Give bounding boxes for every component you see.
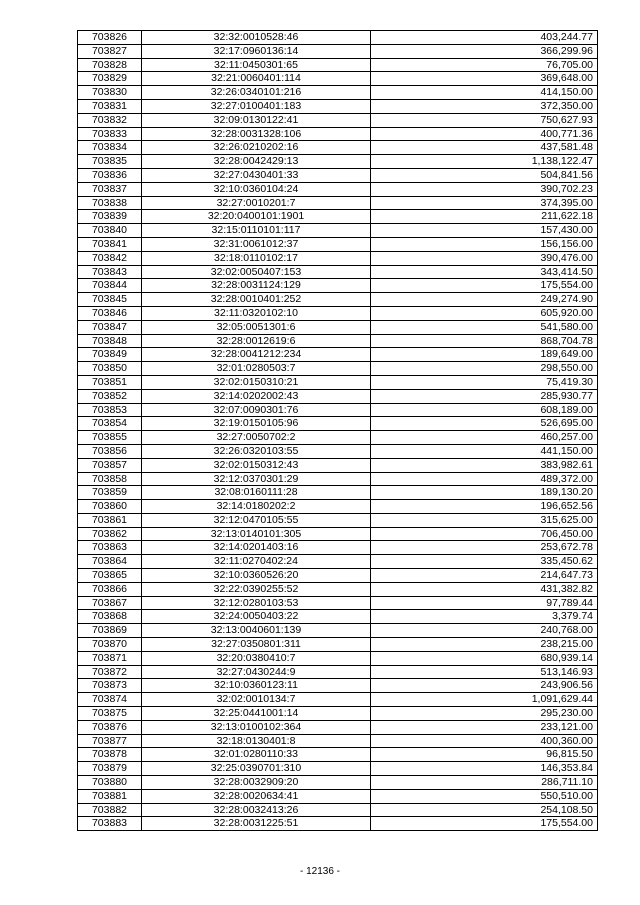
table-row [78, 665, 598, 679]
cadastral-number-cell: 32:14:0202002:43 [142, 389, 371, 403]
row-id-cell: 703883 [78, 817, 142, 831]
cadastral-number-cell: 32:25:0390701:310 [142, 762, 371, 776]
row-id-cell: 703831 [78, 99, 142, 113]
amount-cell: 189,130.20 [371, 486, 598, 500]
cadastral-number-cell: 32:27:0350801:311 [142, 638, 371, 652]
table-row [78, 348, 598, 362]
row-id-cell: 703860 [78, 500, 142, 514]
cadastral-number-cell: 32:07:0090301:76 [142, 403, 371, 417]
amount-cell: 868,704.78 [371, 334, 598, 348]
amount-cell: 249,274.90 [371, 293, 598, 307]
row-id-cell: 703870 [78, 638, 142, 652]
row-id-cell: 703850 [78, 362, 142, 376]
row-id-cell: 703880 [78, 776, 142, 790]
cadastral-number-cell: 32:17:0960136:14 [142, 44, 371, 58]
cadastral-number-cell: 32:28:0032909:20 [142, 776, 371, 790]
cadastral-number-cell: 32:27:0100401:183 [142, 99, 371, 113]
table-row [78, 513, 598, 527]
cadastral-number-cell: 32:26:0320103:55 [142, 444, 371, 458]
cadastral-number-cell: 32:28:0031225:51 [142, 817, 371, 831]
row-id-cell: 703835 [78, 155, 142, 169]
row-id-cell: 703882 [78, 803, 142, 817]
amount-cell: 253,672.78 [371, 541, 598, 555]
table-row [78, 113, 598, 127]
amount-cell: 1,138,122.47 [371, 155, 598, 169]
table-row [78, 168, 598, 182]
table-row [78, 527, 598, 541]
table-row [78, 679, 598, 693]
row-id-cell: 703838 [78, 196, 142, 210]
cadastral-number-cell: 32:10:0360526:20 [142, 569, 371, 583]
amount-cell: 383,982.61 [371, 458, 598, 472]
table-row [78, 569, 598, 583]
cadastral-number-cell: 32:28:0041212:234 [142, 348, 371, 362]
cadastral-number-cell: 32:09:0130122:41 [142, 113, 371, 127]
table-row [78, 472, 598, 486]
row-id-cell: 703826 [78, 31, 142, 45]
cadastral-number-cell: 32:28:0012619:6 [142, 334, 371, 348]
table-row [78, 389, 598, 403]
row-id-cell: 703867 [78, 596, 142, 610]
row-id-cell: 703843 [78, 265, 142, 279]
row-id-cell: 703874 [78, 693, 142, 707]
row-id-cell: 703879 [78, 762, 142, 776]
amount-cell: 285,930.77 [371, 389, 598, 403]
table-row [78, 707, 598, 721]
amount-cell: 196,652.56 [371, 500, 598, 514]
amount-cell: 374,395.00 [371, 196, 598, 210]
cadastral-number-cell: 32:28:0042429:13 [142, 155, 371, 169]
row-id-cell: 703846 [78, 306, 142, 320]
table-row [78, 31, 598, 45]
table-row [78, 638, 598, 652]
table-body [78, 31, 598, 831]
cadastral-number-cell: 32:13:0140101:305 [142, 527, 371, 541]
amount-cell: 400,360.00 [371, 734, 598, 748]
amount-cell: 372,350.00 [371, 99, 598, 113]
table-row [78, 624, 598, 638]
amount-cell: 706,450.00 [371, 527, 598, 541]
table-row [78, 762, 598, 776]
row-id-cell: 703834 [78, 141, 142, 155]
row-id-cell: 703877 [78, 734, 142, 748]
cadastral-number-cell: 32:32:0010528:46 [142, 31, 371, 45]
table-row [78, 748, 598, 762]
table-row [78, 693, 598, 707]
table-row [78, 279, 598, 293]
cadastral-number-cell: 32:26:0340101:216 [142, 86, 371, 100]
amount-cell: 390,702.23 [371, 182, 598, 196]
table-row [78, 789, 598, 803]
page-number: - 12136 - [299, 866, 341, 877]
row-id-cell: 703847 [78, 320, 142, 334]
cadastral-number-cell: 32:27:0430401:33 [142, 168, 371, 182]
amount-cell: 156,156.00 [371, 237, 598, 251]
cadastral-number-cell: 32:22:0390255:52 [142, 582, 371, 596]
amount-cell: 403,244.77 [371, 31, 598, 45]
cadastral-number-cell: 32:26:0210202:16 [142, 141, 371, 155]
cadastral-number-cell: 32:05:0051301:6 [142, 320, 371, 334]
cadastral-number-cell: 32:27:0010201:7 [142, 196, 371, 210]
row-id-cell: 703830 [78, 86, 142, 100]
table-row [78, 375, 598, 389]
cadastral-number-cell: 32:18:0110102:17 [142, 251, 371, 265]
cadastral-number-cell: 32:11:0320102:10 [142, 306, 371, 320]
cadastral-number-cell: 32:12:0370301:29 [142, 472, 371, 486]
amount-cell: 254,108.50 [371, 803, 598, 817]
row-id-cell: 703842 [78, 251, 142, 265]
table-row [78, 776, 598, 790]
cadastral-number-cell: 32:08:0160111:28 [142, 486, 371, 500]
table-row [78, 651, 598, 665]
cadastral-number-cell: 32:12:0470105:55 [142, 513, 371, 527]
table-row [78, 500, 598, 514]
cadastral-number-cell: 32:10:0360104:24 [142, 182, 371, 196]
table-row [78, 182, 598, 196]
cadastral-number-cell: 32:25:0441001:14 [142, 707, 371, 721]
cadastral-number-cell: 32:18:0130401:8 [142, 734, 371, 748]
row-id-cell: 703840 [78, 224, 142, 238]
row-id-cell: 703873 [78, 679, 142, 693]
table-row [78, 265, 598, 279]
cadastral-number-cell: 32:01:0280110:33 [142, 748, 371, 762]
row-id-cell: 703829 [78, 72, 142, 86]
amount-cell: 315,625.00 [371, 513, 598, 527]
cadastral-number-cell: 32:02:0150312:43 [142, 458, 371, 472]
cadastral-number-cell: 32:27:0430244:9 [142, 665, 371, 679]
table-row [78, 720, 598, 734]
row-id-cell: 703881 [78, 789, 142, 803]
amount-cell: 76,705.00 [371, 58, 598, 72]
row-id-cell: 703862 [78, 527, 142, 541]
amount-cell: 605,920.00 [371, 306, 598, 320]
row-id-cell: 703861 [78, 513, 142, 527]
row-id-cell: 703839 [78, 210, 142, 224]
amount-cell: 175,554.00 [371, 279, 598, 293]
amount-cell: 295,230.00 [371, 707, 598, 721]
table-row [78, 99, 598, 113]
table-row [78, 803, 598, 817]
row-id-cell: 703837 [78, 182, 142, 196]
amount-cell: 214,647.73 [371, 569, 598, 583]
amount-cell: 238,215.00 [371, 638, 598, 652]
table-row [78, 58, 598, 72]
cadastral-number-cell: 32:11:0270402:24 [142, 555, 371, 569]
cadastral-number-cell: 32:02:0050407:153 [142, 265, 371, 279]
row-id-cell: 703872 [78, 665, 142, 679]
amount-cell: 343,414.50 [371, 265, 598, 279]
cadastral-number-cell: 32:01:0280503:7 [142, 362, 371, 376]
table-row [78, 293, 598, 307]
cadastral-number-cell: 32:28:0031328:106 [142, 127, 371, 141]
cadastral-number-cell: 32:15:0110101:117 [142, 224, 371, 238]
row-id-cell: 703849 [78, 348, 142, 362]
row-id-cell: 703857 [78, 458, 142, 472]
amount-cell: 437,581.48 [371, 141, 598, 155]
row-id-cell: 703856 [78, 444, 142, 458]
amount-cell: 431,382.82 [371, 582, 598, 596]
amount-cell: 3,379.74 [371, 610, 598, 624]
cadastral-number-cell: 32:10:0360123:11 [142, 679, 371, 693]
row-id-cell: 703865 [78, 569, 142, 583]
row-id-cell: 703876 [78, 720, 142, 734]
amount-cell: 608,189.00 [371, 403, 598, 417]
table-row [78, 596, 598, 610]
amount-cell: 489,372.00 [371, 472, 598, 486]
table-row [78, 417, 598, 431]
cadastral-number-cell: 32:21:0060401:114 [142, 72, 371, 86]
table-row [78, 44, 598, 58]
amount-cell: 680,939.14 [371, 651, 598, 665]
row-id-cell: 703851 [78, 375, 142, 389]
table-row [78, 817, 598, 831]
amount-cell: 460,257.00 [371, 431, 598, 445]
table-row [78, 251, 598, 265]
row-id-cell: 703836 [78, 168, 142, 182]
amount-cell: 243,906.56 [371, 679, 598, 693]
amount-cell: 750,627.93 [371, 113, 598, 127]
amount-cell: 157,430.00 [371, 224, 598, 238]
table-row [78, 582, 598, 596]
cadastral-number-cell: 32:13:0100102:364 [142, 720, 371, 734]
cadastral-number-cell: 32:19:0150105:96 [142, 417, 371, 431]
table-row [78, 486, 598, 500]
table-row [78, 224, 598, 238]
table-row [78, 86, 598, 100]
row-id-cell: 703827 [78, 44, 142, 58]
amount-cell: 504,841.56 [371, 168, 598, 182]
cadastral-number-cell: 32:02:0010134:7 [142, 693, 371, 707]
cadastral-number-cell: 32:02:0150310:21 [142, 375, 371, 389]
table-row [78, 334, 598, 348]
amount-cell: 414,150.00 [371, 86, 598, 100]
cadastral-number-cell: 32:31:0061012:37 [142, 237, 371, 251]
cadastral-number-cell: 32:12:0280103:53 [142, 596, 371, 610]
row-id-cell: 703833 [78, 127, 142, 141]
table-row [78, 555, 598, 569]
amount-cell: 189,649.00 [371, 348, 598, 362]
table-row [78, 306, 598, 320]
amount-cell: 175,554.00 [371, 817, 598, 831]
row-id-cell: 703863 [78, 541, 142, 555]
table-row [78, 155, 598, 169]
table-row [78, 362, 598, 376]
data-table [77, 30, 598, 831]
table-row [78, 444, 598, 458]
amount-cell: 97,789.44 [371, 596, 598, 610]
cadastral-number-cell: 32:28:0032413:26 [142, 803, 371, 817]
table-row [78, 403, 598, 417]
cadastral-number-cell: 32:14:0201403:16 [142, 541, 371, 555]
row-id-cell: 703866 [78, 582, 142, 596]
row-id-cell: 703844 [78, 279, 142, 293]
amount-cell: 75,419.30 [371, 375, 598, 389]
amount-cell: 96,815.50 [371, 748, 598, 762]
cadastral-number-cell: 32:28:0020634:41 [142, 789, 371, 803]
cadastral-number-cell: 32:11:0450301:65 [142, 58, 371, 72]
amount-cell: 400,771.36 [371, 127, 598, 141]
table-row [78, 72, 598, 86]
amount-cell: 211,622.18 [371, 210, 598, 224]
amount-cell: 390,476.00 [371, 251, 598, 265]
row-id-cell: 703858 [78, 472, 142, 486]
amount-cell: 366,299.96 [371, 44, 598, 58]
cadastral-number-cell: 32:13:0040601:139 [142, 624, 371, 638]
row-id-cell: 703875 [78, 707, 142, 721]
row-id-cell: 703854 [78, 417, 142, 431]
amount-cell: 550,510.00 [371, 789, 598, 803]
row-id-cell: 703832 [78, 113, 142, 127]
cadastral-number-cell: 32:28:0031124:129 [142, 279, 371, 293]
amount-cell: 286,711.10 [371, 776, 598, 790]
amount-cell: 541,580.00 [371, 320, 598, 334]
cadastral-number-cell: 32:20:0400101:1901 [142, 210, 371, 224]
table-row [78, 610, 598, 624]
table-row [78, 210, 598, 224]
amount-cell: 369,648.00 [371, 72, 598, 86]
table-row [78, 320, 598, 334]
row-id-cell: 703848 [78, 334, 142, 348]
amount-cell: 233,121.00 [371, 720, 598, 734]
table-row [78, 141, 598, 155]
table-row [78, 237, 598, 251]
amount-cell: 298,550.00 [371, 362, 598, 376]
row-id-cell: 703828 [78, 58, 142, 72]
cadastral-number-cell: 32:20:0380410:7 [142, 651, 371, 665]
amount-cell: 335,450.62 [371, 555, 598, 569]
row-id-cell: 703868 [78, 610, 142, 624]
row-id-cell: 703878 [78, 748, 142, 762]
cadastral-number-cell: 32:27:0050702:2 [142, 431, 371, 445]
row-id-cell: 703859 [78, 486, 142, 500]
row-id-cell: 703855 [78, 431, 142, 445]
table-row [78, 196, 598, 210]
amount-cell: 146,353.84 [371, 762, 598, 776]
row-id-cell: 703852 [78, 389, 142, 403]
amount-cell: 526,695.00 [371, 417, 598, 431]
cadastral-number-cell: 32:28:0010401:252 [142, 293, 371, 307]
row-id-cell: 703864 [78, 555, 142, 569]
row-id-cell: 703869 [78, 624, 142, 638]
row-id-cell: 703841 [78, 237, 142, 251]
amount-cell: 513,146.93 [371, 665, 598, 679]
amount-cell: 1,091,629.44 [371, 693, 598, 707]
table-row [78, 431, 598, 445]
table-row [78, 734, 598, 748]
table-row [78, 458, 598, 472]
row-id-cell: 703845 [78, 293, 142, 307]
cadastral-number-cell: 32:14:0180202:2 [142, 500, 371, 514]
cadastral-number-cell: 32:24:0050403:22 [142, 610, 371, 624]
row-id-cell: 703871 [78, 651, 142, 665]
row-id-cell: 703853 [78, 403, 142, 417]
table-row [78, 127, 598, 141]
amount-cell: 240,768.00 [371, 624, 598, 638]
table-row [78, 541, 598, 555]
amount-cell: 441,150.00 [371, 444, 598, 458]
